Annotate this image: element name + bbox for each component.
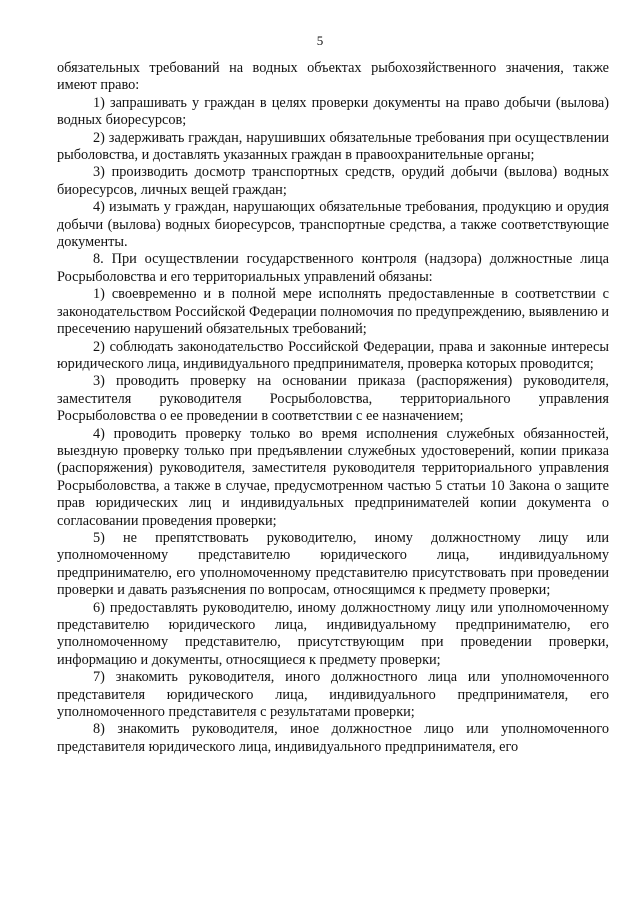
paragraph-duty-3: 3) проводить проверку на основании приказа (распоряжения) руководителя, заместителя руководителя Росрыболовства, территориального управления Росрыболовства о ее проведении в соответствии с ее назначением; (57, 373, 609, 425)
paragraph-right-3: 3) производить досмотр транспортных средств, орудий добычи (вылова) водных биоресурсов, личных вещей граждан; (57, 164, 609, 198)
document-body (57, 60, 609, 756)
paragraph-continuation: обязательных требований на водных объектах рыбохозяйственного значения, также имеют право: (57, 60, 609, 94)
paragraph-duty-1: 1) своевременно и в полной мере исполнять предоставленные в соответствии с законодательством Российской Федерации полномочия по предупреждению, выявлению и пресечению нарушений обязательных требований; (57, 286, 609, 338)
paragraph-right-4: 4) изымать у граждан, нарушающих обязательные требования, продукцию и орудия добычи (вылова) водных биоресурсов, транспортные средства, а также соответствующие документы. (57, 199, 609, 251)
paragraph-duty-4: 4) проводить проверку только во время исполнения служебных обязанностей, выездную проверку только при предъявлении служебных удостоверений, копии приказа (распоряжения) руководителя, заместителя руководителя территориального управления Росрыболовства, а также в случае, предусмотренном частью 5 статьи 10 Закона о защите прав юридических лиц и индивидуальных предпринимателей копии документа о согласовании проведения проверки; (57, 425, 609, 529)
page-number: 5 (316, 33, 324, 48)
paragraph-right-2: 2) задерживать граждан, нарушивших обязательные требования при осуществлении рыболовства, и доставлять указанных граждан в правоохранительные органы; (57, 129, 609, 164)
paragraph-duty-8: 8) знакомить руководителя, иное должностное лицо или уполномоченного представителя юридического лица, индивидуального предпринимателя, его (57, 721, 609, 755)
paragraph-duty-7: 7) знакомить руководителя, иного должностного лица или уполномоченного представителя юридического лица, индивидуального предпринимателя, его уполномоченного представителя с результатами проверки; (57, 669, 609, 721)
paragraph-duty-2: 2) соблюдать законодательство Российской Федерации, права и законные интересы юридического лица, индивидуального предпринимателя, проверка которых проводится; (57, 338, 609, 372)
paragraph-section-8: 8. При осуществлении государственного контроля (надзора) должностные лица Росрыболовства и его территориальных управлений обязаны: (57, 251, 609, 285)
paragraph-duty-5: 5) не препятствовать руководителю, иному должностному лицу или уполномоченному представителю юридического лица, индивидуальному предпринимателю, его уполномоченному представителю присутствовать при проведении проверки и давать разъяснения по вопросам, относящимся к предмету проверки; (57, 529, 609, 599)
paragraph-right-1: 1) запрашивать у граждан в целях проверки документы на право добычи (вылова) водных биоресурсов; (57, 94, 609, 129)
paragraph-duty-6: 6) предоставлять руководителю, иному должностному лицу или уполномоченному представителю юридического лица, индивидуальному предпринимателю, его уполномоченному представителю, присутствующим при проведении проверки, информацию и документы, относящиеся к предмету проверки; (57, 599, 609, 668)
